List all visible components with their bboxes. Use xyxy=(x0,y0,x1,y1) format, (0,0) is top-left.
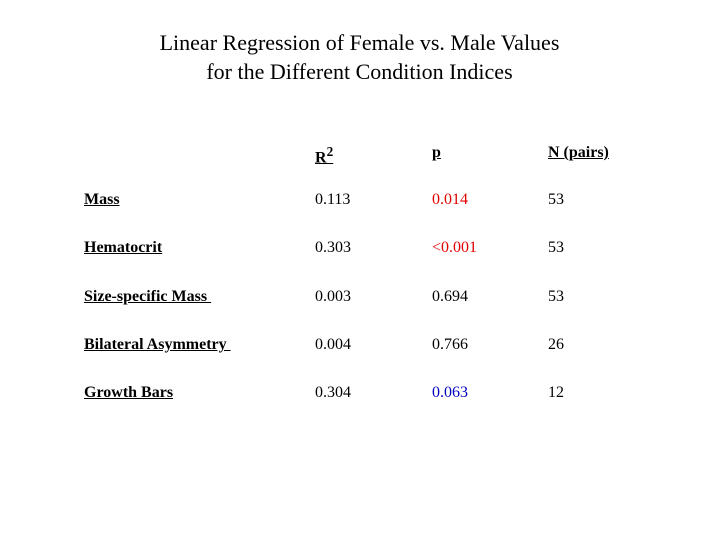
row-growth-bars-n: 12 xyxy=(548,384,564,401)
row-bilateral-asymmetry-r2: 0.004 xyxy=(315,336,351,353)
row-hematocrit-r2: 0.303 xyxy=(315,239,351,256)
row-mass-r2: 0.113 xyxy=(315,191,351,208)
row-label-growth-bars: Growth Bars xyxy=(84,384,174,401)
row-label-mass: Mass xyxy=(84,191,120,208)
title-line-1: Linear Regression of Female vs. Male Values xyxy=(159,30,560,55)
row-growth-bars-p: 0.063 xyxy=(432,384,468,401)
row-hematocrit-p: <0.001 xyxy=(432,239,478,256)
title-line-2: for the Different Condition Indices xyxy=(206,59,513,84)
header-r2 xyxy=(315,142,333,168)
header-r2-superscript: 2 xyxy=(326,144,334,159)
row-bilateral-asymmetry-n: 26 xyxy=(548,336,564,353)
header-r2-base: R xyxy=(315,149,327,167)
header-n-pairs: N (pairs) xyxy=(548,144,609,161)
row-growth-bars-r2: 0.304 xyxy=(315,384,351,401)
row-label-hematocrit: Hematocrit xyxy=(84,239,163,256)
row-mass-p: 0.014 xyxy=(432,191,468,208)
row-size-specific-mass-r2: 0.003 xyxy=(315,288,351,305)
header-p: p xyxy=(432,144,441,161)
row-hematocrit-n: 53 xyxy=(548,239,564,256)
row-bilateral-asymmetry-p: 0.766 xyxy=(432,336,468,353)
row-label-bilateral-asymmetry: Bilateral Asymmetry xyxy=(84,336,231,353)
row-size-specific-mass-n: 53 xyxy=(548,288,564,305)
row-label-size-specific-mass: Size-specific Mass xyxy=(84,288,212,305)
row-mass-n: 53 xyxy=(548,191,564,208)
row-size-specific-mass-p: 0.694 xyxy=(432,288,468,305)
